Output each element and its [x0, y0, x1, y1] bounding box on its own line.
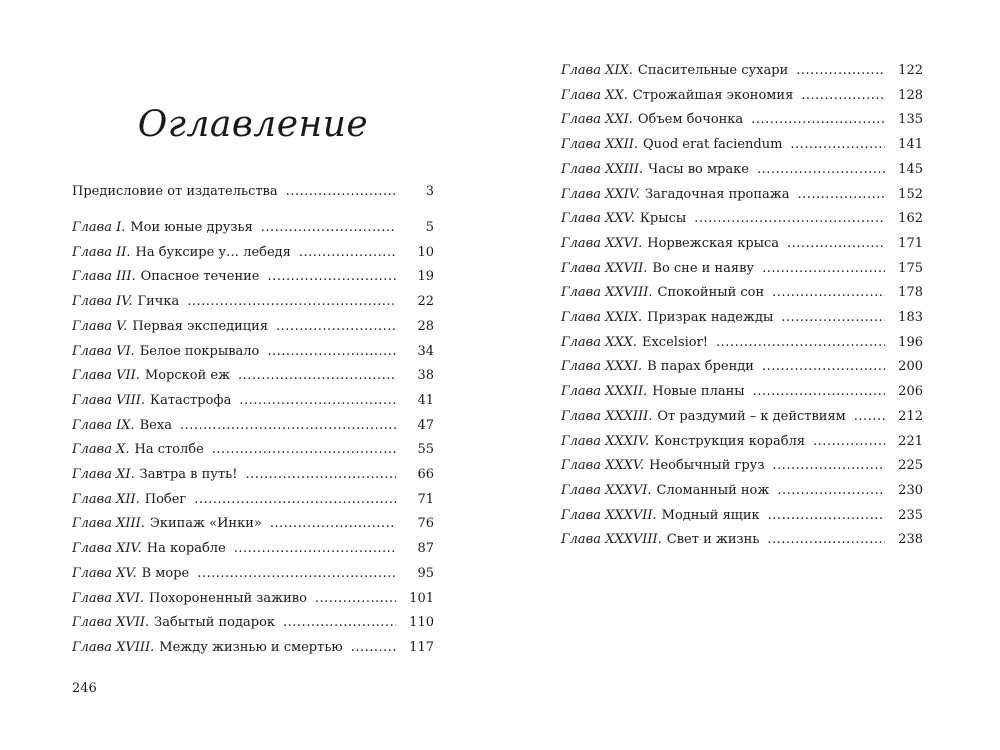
chapter-title: Побег	[144, 491, 187, 507]
chapter-title: Свет и жизнь	[666, 532, 760, 548]
chapter-number: Глава XXXII.	[561, 384, 648, 400]
dot-leader	[197, 566, 396, 582]
chapter-title: Норвежская крыса	[647, 235, 780, 251]
toc-entry	[72, 184, 434, 200]
chapter-number: Глава XXI.	[561, 112, 633, 128]
chapter-page: 135	[898, 112, 923, 128]
dot-leader	[187, 294, 396, 310]
chapter-number: Глава III.	[72, 269, 136, 285]
dot-leader	[772, 458, 885, 474]
chapter-number: Глава XXIX.	[561, 310, 643, 325]
chapter-page: 235	[898, 507, 923, 523]
toc-entry	[72, 220, 434, 236]
dot-leader	[351, 640, 396, 656]
dot-leader	[239, 393, 396, 409]
chapter-title: Во сне и наяву	[652, 260, 755, 276]
chapter-title: Сломанный нож	[656, 482, 770, 498]
chapter-title: Первая экспедиция	[132, 318, 269, 334]
toc-entry	[561, 63, 923, 79]
toc-entry	[72, 541, 434, 557]
toc-entry	[561, 458, 923, 474]
toc-entry	[561, 384, 923, 400]
toc-entry	[561, 211, 923, 227]
chapter-page: 171	[898, 235, 923, 251]
dot-leader	[694, 211, 885, 227]
chapter-page: 87	[417, 541, 434, 557]
chapter-page: 55	[417, 442, 434, 458]
chapter-title: Забытый подарок	[154, 615, 276, 631]
chapter-number: Глава XX.	[561, 87, 628, 103]
chapter-number: Глава XXV.	[561, 211, 635, 227]
chapter-number: Глава XXXVI.	[561, 482, 652, 498]
chapter-page: 3	[425, 184, 434, 199]
dot-leader	[753, 384, 885, 400]
chapter-page: 95	[417, 565, 434, 581]
chapter-title: Часы во мраке	[648, 161, 749, 177]
chapter-title: Между жизнью и смертью	[159, 639, 343, 655]
chapter-number: Глава XII.	[72, 491, 140, 507]
chapter-page: 10	[417, 244, 434, 260]
chapter-number: Глава XXXIV.	[561, 433, 650, 449]
chapter-title: Спасительные сухари	[637, 63, 789, 78]
chapter-title: Похороненный заживо	[149, 590, 307, 606]
dot-leader	[757, 162, 885, 178]
dot-leader	[286, 184, 396, 200]
toc-entry	[561, 261, 923, 277]
chapter-number: Глава XXVI.	[561, 235, 643, 251]
chapter-page: 145	[898, 161, 923, 177]
chapter-title: Объем бочонка	[637, 112, 744, 128]
toc-entry	[561, 434, 923, 450]
chapter-number: Глава X.	[72, 442, 130, 458]
toc-entry	[72, 442, 434, 458]
chapter-page: 47	[417, 417, 434, 433]
chapter-page: 19	[417, 269, 434, 285]
toc-entry	[561, 187, 923, 203]
dot-leader	[772, 285, 885, 301]
chapter-title: Экипаж «Инки»	[149, 516, 262, 532]
dot-leader	[245, 467, 396, 483]
chapter-title: Спокойный сон	[657, 285, 765, 301]
chapter-page: 175	[898, 260, 923, 276]
chapter-page: 22	[417, 294, 434, 310]
toc-entry	[72, 467, 434, 483]
chapter-title: Excelsior!	[641, 334, 709, 350]
chapter-title: Гичка	[137, 294, 180, 310]
chapter-number: Глава XXXV.	[561, 458, 645, 474]
chapter-page: 117	[409, 639, 434, 655]
chapter-number: Глава XXXI.	[561, 359, 643, 375]
chapter-number: Глава XIX.	[561, 63, 633, 78]
dot-leader	[299, 245, 396, 261]
chapter-page: 5	[425, 220, 434, 235]
chapter-number: Глава VII.	[72, 368, 140, 384]
toc-entry	[72, 319, 434, 335]
chapter-title: Завтра в путь!	[139, 467, 238, 482]
toc-entry	[561, 359, 923, 375]
chapter-title: Призрак надежды	[647, 310, 774, 325]
dot-leader	[787, 236, 885, 252]
chapter-title: Необычный груз	[649, 458, 765, 474]
toc-entry	[72, 492, 434, 508]
toc-entry	[72, 615, 434, 631]
dot-leader	[801, 88, 885, 104]
chapter-number: Глава II.	[72, 244, 131, 260]
toc-entry	[72, 344, 434, 360]
chapter-title: Модный ящик	[661, 507, 760, 523]
dot-leader	[762, 359, 885, 375]
chapter-number: Глава XXXVIII.	[561, 532, 662, 548]
chapter-number: Глава VI.	[72, 343, 135, 359]
chapter-number: Глава XVIII.	[72, 639, 155, 655]
chapter-page: 71	[417, 491, 434, 507]
chapter-page: 212	[898, 408, 923, 424]
dot-leader	[790, 137, 885, 153]
dot-leader	[261, 220, 396, 236]
chapter-number: Глава XXII.	[561, 137, 638, 153]
toc-entry	[72, 294, 434, 310]
chapter-number: Глава VIII.	[72, 392, 146, 408]
dot-leader	[276, 319, 396, 335]
chapter-number: Глава XXVIII.	[561, 285, 653, 301]
chapter-page: 38	[417, 368, 434, 384]
toc-entry	[72, 245, 434, 261]
dot-leader	[315, 591, 396, 607]
toc-entry	[561, 310, 923, 326]
toc-entry	[72, 269, 434, 285]
chapter-title: От раздумий – к действиям	[657, 408, 846, 424]
chapter-title: На корабле	[146, 541, 226, 557]
toc-title: Оглавление	[137, 104, 369, 145]
chapter-title: Загадочная пропажа	[644, 186, 790, 202]
toc-entry	[561, 88, 923, 104]
dot-leader	[180, 418, 396, 434]
dot-leader	[767, 532, 885, 548]
chapter-page: 141	[898, 137, 923, 153]
chapter-title: Мои юные друзья	[130, 220, 253, 235]
chapter-number: Глава XI.	[72, 467, 135, 482]
chapter-page: 230	[898, 482, 923, 498]
page-number: 246	[72, 681, 97, 696]
chapter-title: Крысы	[639, 211, 687, 227]
chapter-page: 152	[898, 186, 923, 202]
dot-leader	[716, 335, 885, 351]
chapter-number: Глава XVI.	[72, 590, 144, 606]
chapter-title: Белое покрывало	[139, 343, 260, 359]
toc-entry	[72, 516, 434, 532]
chapter-title: Строжайшая экономия	[632, 87, 794, 103]
chapter-title: В море	[141, 565, 190, 581]
chapter-title: Предисловие от издательства	[72, 184, 278, 199]
dot-leader	[267, 344, 396, 360]
toc-entry	[561, 236, 923, 252]
chapter-title: Катастрофа	[150, 392, 232, 408]
toc-entry	[72, 591, 434, 607]
dot-leader	[781, 310, 885, 326]
chapter-page: 110	[409, 615, 434, 631]
chapter-page: 162	[898, 211, 923, 227]
dot-leader	[777, 483, 885, 499]
toc-entry	[561, 532, 923, 548]
toc-entry	[561, 162, 923, 178]
dot-leader	[762, 261, 885, 277]
chapter-number: Глава XXXIII.	[561, 408, 653, 424]
chapter-number: Глава XV.	[72, 565, 137, 581]
chapter-number: Глава V.	[72, 318, 128, 334]
dot-leader	[768, 508, 885, 524]
chapter-number: Глава XXXVII.	[561, 507, 657, 523]
chapter-number: Глава XIV.	[72, 541, 142, 557]
chapter-page: 221	[898, 433, 923, 449]
chapter-number: Глава IX.	[72, 417, 135, 433]
chapter-page: 196	[898, 334, 923, 350]
dot-leader	[751, 112, 885, 128]
toc-entry	[561, 483, 923, 499]
toc-entry	[561, 508, 923, 524]
chapter-page: 225	[898, 458, 923, 474]
chapter-number: Глава XIII.	[72, 516, 145, 532]
dot-leader	[798, 187, 885, 203]
chapter-number: Глава XVII.	[72, 615, 150, 631]
chapter-number: Глава XXIV.	[561, 186, 640, 202]
dot-leader	[268, 269, 397, 285]
chapter-title: В парах бренди	[647, 359, 754, 375]
chapter-page: 34	[417, 343, 434, 359]
chapter-page: 28	[417, 318, 434, 334]
toc-entry	[72, 566, 434, 582]
chapter-title: На буксире у… лебедя	[135, 244, 291, 260]
chapter-page: 200	[898, 359, 923, 375]
toc-entry	[561, 409, 923, 425]
chapter-page: 206	[898, 384, 923, 400]
chapter-title: Конструкция корабля	[654, 433, 806, 449]
chapter-number: Глава XXX.	[561, 334, 637, 350]
dot-leader	[813, 434, 885, 450]
chapter-page: 238	[898, 532, 923, 548]
chapter-number: Глава XXIII.	[561, 161, 644, 177]
chapter-title: На столбе	[134, 442, 204, 458]
toc-entry	[72, 393, 434, 409]
chapter-page: 76	[417, 516, 434, 532]
dot-leader	[270, 516, 396, 532]
chapter-page: 128	[898, 87, 923, 103]
toc-entry	[561, 137, 923, 153]
chapter-title: Новые планы	[652, 384, 745, 400]
dot-leader	[854, 409, 885, 425]
dot-leader	[796, 63, 885, 79]
chapter-number: Глава I.	[72, 220, 126, 235]
toc-entry	[72, 640, 434, 656]
chapter-page: 122	[898, 63, 923, 78]
toc-entry	[561, 285, 923, 301]
chapter-number: Глава IV.	[72, 294, 133, 310]
chapter-title: Опасное течение	[140, 269, 260, 285]
toc-entry	[561, 335, 923, 351]
dot-leader	[283, 615, 396, 631]
chapter-page: 66	[417, 467, 434, 482]
chapter-page: 41	[417, 392, 434, 408]
chapter-title: Морской еж	[144, 368, 231, 384]
dot-leader	[234, 541, 396, 557]
chapter-number: Глава XXVII.	[561, 260, 648, 276]
chapter-page: 178	[898, 285, 923, 301]
dot-leader	[212, 442, 396, 458]
toc-entry	[72, 368, 434, 384]
toc-entry	[72, 418, 434, 434]
toc-entry	[561, 112, 923, 128]
chapter-title: Веха	[139, 417, 172, 433]
chapter-page: 183	[898, 310, 923, 325]
chapter-page: 101	[409, 590, 434, 606]
right-page	[500, 0, 1000, 750]
chapter-title: Quod erat faciendum	[643, 137, 783, 153]
dot-leader	[238, 368, 396, 384]
dot-leader	[194, 492, 396, 508]
